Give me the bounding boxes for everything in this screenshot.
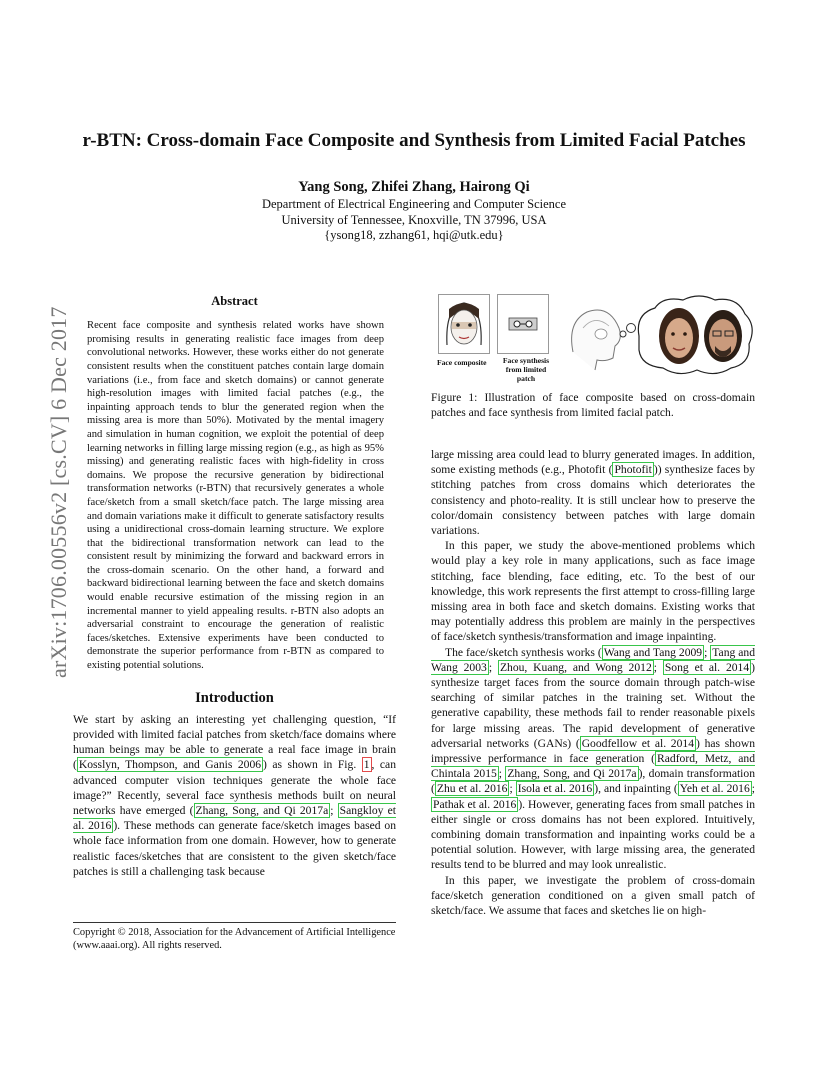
citation-link[interactable]: Zhou, Kuang, and Wong 2012	[499, 660, 652, 674]
figure-link[interactable]: 1	[363, 758, 370, 772]
intro-text: We start by asking an interesting yet challenging question, “If provided with limited facial patches from sketch/face domains where human beings may be able to generate a real face image in brain (	[73, 712, 396, 772]
citation-link[interactable]: Zhang, Song, and Qi 2017a	[507, 767, 637, 781]
figure-1	[431, 290, 757, 450]
face-synthesis-label-line: Face synthesis	[502, 356, 550, 365]
body-text: ) synthesize target faces from the source domain through patch-wise searching of similar patches in the training set. Without the generative capability, these methods fail to render reasonable pixels for large missing areas. The rapid development of generative adversarial networks (GANs) (	[431, 660, 756, 750]
body-text: ;	[653, 660, 663, 674]
citation-link[interactable]: Sangkloy et al. 2016	[73, 804, 396, 833]
body-text: ). However, generating faces from small patches in either single or cross domains has not been explored. Intuitively, combining domain transformation and inpainting works could be a potential solution. However, with large missing area, the generated results tend to be blurred and may look unrealistic.	[431, 797, 755, 872]
face-synthesis-label	[498, 356, 554, 383]
body-paragraph	[431, 447, 755, 538]
affiliation-block	[100, 197, 728, 244]
body-text: The face/sketch synthesis works (	[445, 645, 602, 659]
intro-text: ;	[330, 804, 338, 818]
body-text: ), and inpainting (	[594, 782, 678, 796]
face-synthesis-label-line: from limited patch	[505, 365, 547, 383]
abstract-heading: Abstract	[211, 294, 258, 308]
citation-link[interactable]: Tang and Wang 2003	[431, 645, 755, 674]
figure-caption: Figure 1: Illustration of face composite based on cross-domain patches and face synthesis from limited facial patch.	[431, 391, 755, 420]
body-text: )) synthesize faces by stitching patches from cross domains which deteriorates the consistency and photo-reality. It is still unclear how to preserve the color/domain consistency between patches with large domain variations.	[431, 463, 755, 538]
face-composite-image	[438, 294, 490, 354]
body-paragraph: In this paper, we investigate the problem of cross-domain face/sketch generation conditioned on a given small patch of sketch/face. We assume that faces and sketches lie on high-	[431, 873, 755, 918]
author-emails: {ysong18, zzhang61, hqi@utk.edu}	[324, 228, 504, 242]
face-composite-label: Face composite	[437, 358, 487, 367]
citation-link[interactable]: Isola et al. 2016	[517, 782, 593, 796]
copyright-footnote: Copyright © 2018, Association for the Advancement of Artificial Intelligence (www.aaai.org). All rights reserved.	[73, 922, 396, 952]
intro-text: , can advanced computer vision techniques generate the whole face image?” Recently, several face synthesis methods built on neural networks have emerged (	[73, 758, 397, 818]
body-text: ;	[509, 782, 516, 796]
affiliation-university: University of Tennessee, Knoxville, TN 37996, USA	[281, 212, 547, 227]
citation-link[interactable]: Song et al. 2014	[664, 660, 750, 674]
left-column	[73, 294, 396, 879]
right-column	[431, 447, 755, 918]
body-text: ;	[488, 660, 498, 674]
citation-link[interactable]: Zhu et al. 2016	[436, 782, 508, 796]
citation-link[interactable]: Yeh et al. 2016	[679, 782, 750, 796]
intro-paragraph	[73, 712, 396, 879]
citation-link[interactable]: Wang and Tang 2009	[603, 645, 703, 659]
body-text: large missing area could lead to blurry generated images. In addition, some existing methods (e.g., Photofit (	[431, 448, 755, 477]
face-synthesis-drawing	[498, 295, 548, 353]
citation-link[interactable]: Photofit	[614, 463, 652, 477]
citation-link[interactable]: Goodfellow et al. 2014	[581, 736, 694, 750]
body-text: ;	[704, 645, 711, 659]
arxiv-id: arXiv:1706.00556v2 [cs.CV] 6 Dec 2017	[46, 306, 71, 678]
body-text: ;	[498, 767, 506, 781]
body-text: ), domain transformation (	[431, 767, 755, 796]
intro-text: ). These methods can generate face/sketch images based on whole face information from one domain. However, how to generate realistic faces/sketches that are consistent to the given sketch/face patches is still a challenging task because	[73, 819, 396, 878]
body-paragraph	[431, 645, 755, 873]
body-text: ) has shown impressive performance in face generation (	[431, 736, 755, 766]
body-text: ;	[751, 782, 756, 796]
body-paragraph: In this paper, we study the above-mentioned problems which would play a key role in many applications, such as face image stitching, face blending, face editing, etc. To the best of our knowledge, this work represents the first attempt to cross-filling large missing area in both face and sketch domains. Existing works that may potentially address this problem are mainly in the perspectives of face/sketch synthesis/transformation and image inpainting.	[431, 539, 755, 644]
citation-link[interactable]: Pathak et al. 2016	[433, 797, 517, 811]
introduction-heading: Introduction	[195, 689, 274, 706]
mental-imagery-illustration	[565, 292, 757, 378]
paper-title: r-BTN: Cross-domain Face Composite and Synthesis from Limited Facial Patches	[82, 130, 746, 151]
citation-link[interactable]: Kosslyn, Thompson, and Ganis 2006	[78, 758, 262, 772]
arxiv-watermark	[6, 294, 71, 678]
author-list: Yang Song, Zhifei Zhang, Hairong Qi	[298, 179, 530, 195]
citation-link[interactable]: Radford, Metz, and Chintala 2015	[431, 752, 756, 781]
face-composite-drawing	[439, 295, 489, 353]
intro-text: ) as shown in Fig.	[263, 758, 362, 772]
affiliation-department: Department of Electrical Engineering and Computer Science	[261, 197, 567, 211]
face-synthesis-image	[497, 294, 549, 354]
abstract-text: Recent face composite and synthesis related works have shown promising results in generating realistic face images from deep convolutional networks. However, these works either do not generate consistent results when the constituent patches contain large domain variations (i.e., from face and sketch domains) or cannot generate high-resolution images with limited facial patches (e.g., the inpainting approach tends to blur the generated region when the missing area is more than 50%). Motivated by the mental imagery and simulation in human cognition, we exploit the potential of deep learning networks in filling large missing region (e.g., as high as 95% missing) and generating realistic faces with high-fidelity in cross domains. We propose the recursive generation by bidirectional transformation networks (r-BTN) that recursively generates a whole face/sketch from a small sketch/face patch. The large missing area and domain variations make it difficult to generate satisfactory results using a unidirectional cross-domain learning structure. We explore that the bidirectional transformation network can lead to the consistent result by minimizing the forward and backward errors in the cross-domain scenario. On the other hand, a forward and backward bidirectional learning between the face and sketch domains would enable recursive estimation of the missing region in an incremental manner to yield appealing results. r-BTN also adopts an adversarial constraint to encourage the generation of realistic faces/sketches. Extensive experiments have been conducted to demonstrate the superior performance from r-BTN as compared to existing potential solutions.	[87, 320, 384, 672]
citation-link[interactable]: Zhang, Song, and Qi 2017a	[195, 804, 329, 818]
